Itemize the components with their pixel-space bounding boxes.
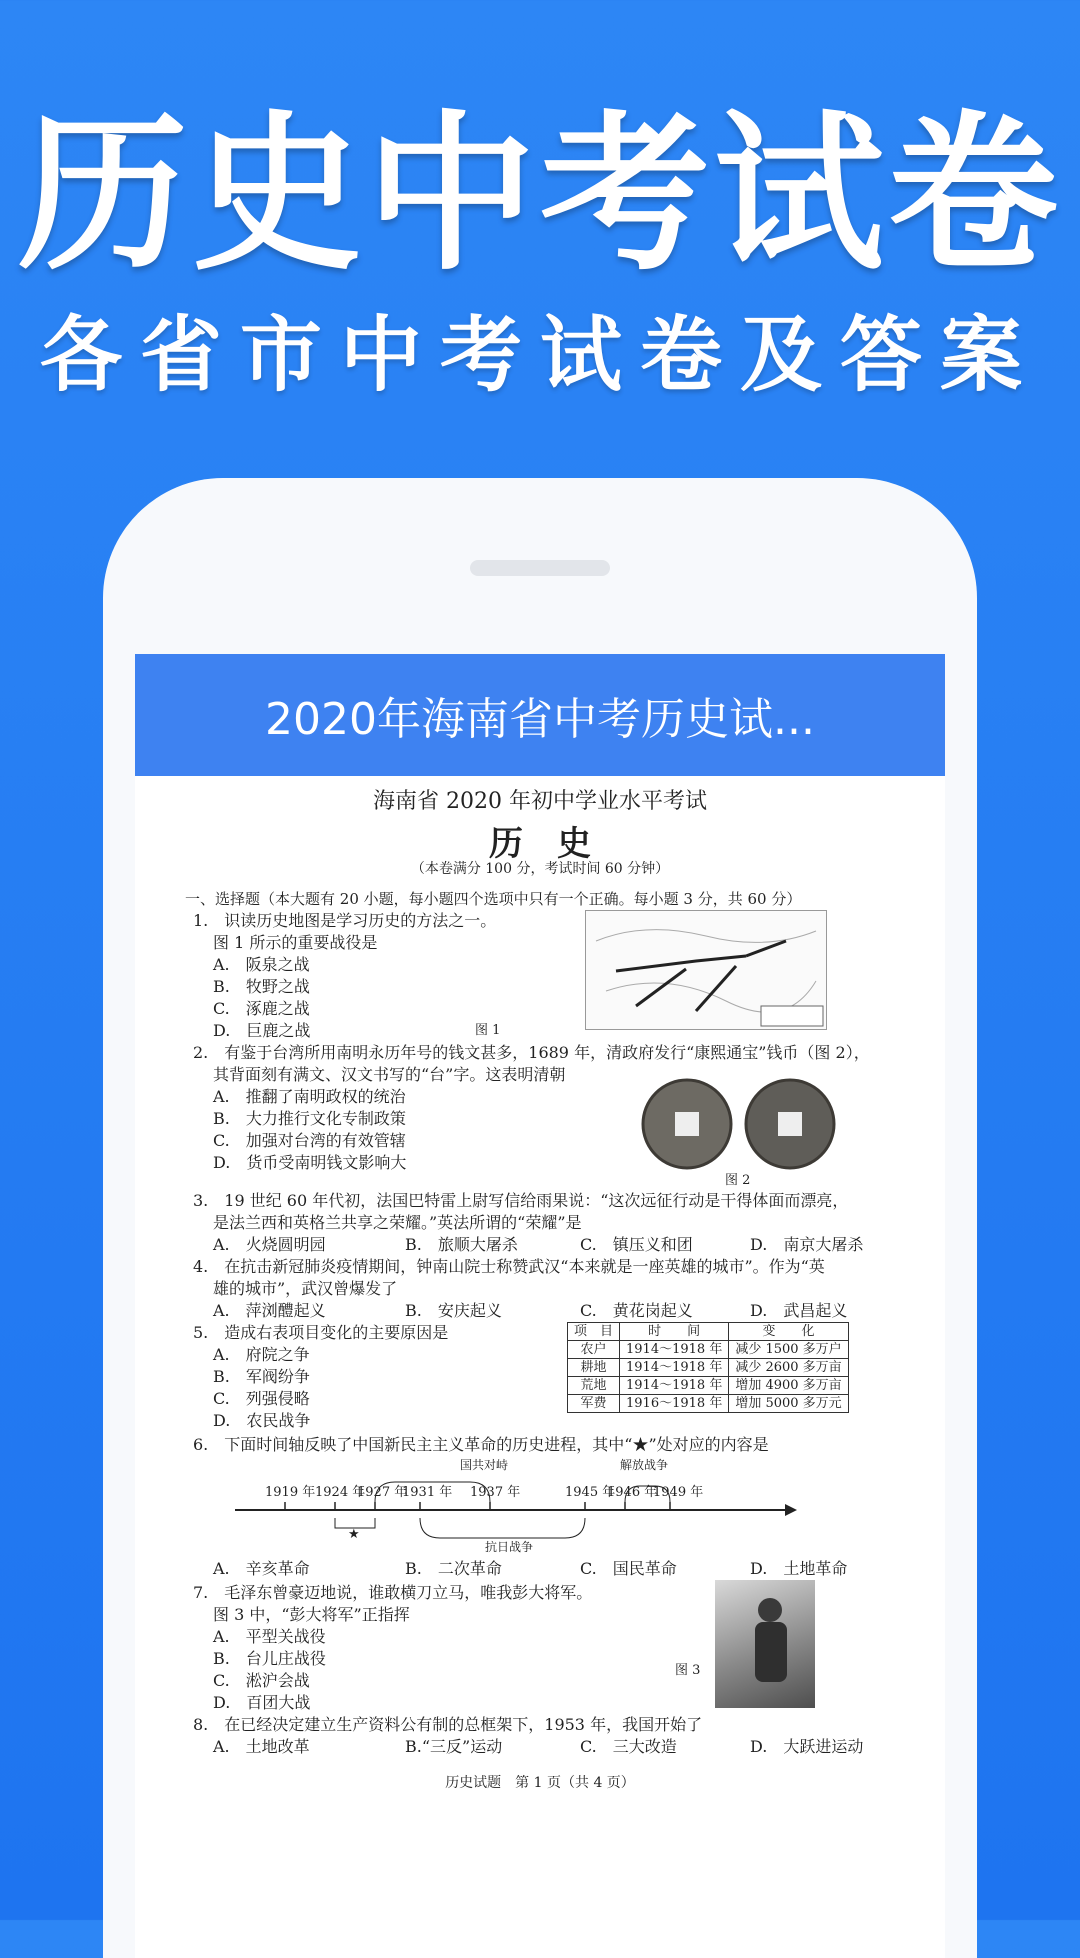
timeline-tick: 1937 年	[470, 1485, 521, 1500]
banner-title: 历史中考试卷	[17, 96, 1062, 294]
q3-option-d: D. 南京大屠杀	[750, 1235, 864, 1254]
q6-option-a: A. 辛亥革命	[213, 1559, 310, 1578]
figure-3-caption: 图 3	[675, 1663, 701, 1678]
q7-option-b: B. 台儿庄战役	[213, 1649, 326, 1668]
q1-option-b: B. 牧野之战	[213, 977, 310, 996]
q2-option-b: B. 大力推行文化专制政策	[213, 1109, 406, 1128]
q4-option-a: A. 萍浏醴起义	[213, 1301, 326, 1320]
q6-option-b: B. 二次革命	[405, 1559, 502, 1578]
q7-option-a: A. 平型关战役	[213, 1627, 326, 1646]
figure-2-caption: 图 2	[725, 1173, 751, 1188]
paper-heading: 海南省 2020 年初中学业水平考试	[373, 789, 707, 814]
q5-line1: 5. 造成右表项目变化的主要原因是	[193, 1323, 449, 1342]
q8-line1: 8. 在已经决定建立生产资料公有制的总框架下，1953 年，我国开始了	[193, 1715, 703, 1734]
table-row	[568, 1359, 849, 1377]
q5-table	[567, 1322, 849, 1413]
q8-option-b: B.“三反”运动	[405, 1737, 503, 1756]
timeline-label-top: 解放战争	[620, 1458, 669, 1472]
timeline-label-bottom: 抗日战争	[485, 1540, 534, 1554]
q4-line2: 雄的城市”，武汉曾爆发了	[213, 1279, 398, 1298]
q6-option-c: C. 国民革命	[580, 1559, 677, 1578]
document-title-bar[interactable]	[135, 654, 945, 776]
table-cell: 1914～1918 年	[620, 1359, 729, 1377]
table-cell: 军费	[568, 1395, 620, 1413]
timeline-tick: 1931 年	[402, 1485, 453, 1500]
timeline-graphic	[225, 1458, 845, 1558]
paper-note: （本卷满分 100 分，考试时间 60 分钟）	[410, 861, 670, 877]
table-cell: 1914～1918 年	[620, 1377, 729, 1395]
q3-option-c: C. 镇压义和团	[580, 1235, 693, 1254]
table-cell: 耕地	[568, 1359, 620, 1377]
q7-option-c: C. 淞沪会战	[213, 1671, 310, 1690]
timeline-label-top: 国共对峙	[460, 1458, 509, 1472]
q7-line1: 7. 毛泽东曾豪迈地说，谁敢横刀立马，唯我彭大将军。	[193, 1583, 593, 1602]
table-header: 时 间	[620, 1323, 729, 1341]
photo-illustration	[715, 1580, 815, 1708]
q4-option-c: C. 黄花岗起义	[580, 1301, 693, 1320]
q3-option-a: A. 火烧圆明园	[213, 1235, 326, 1254]
paper-subject: 历 史	[489, 824, 591, 864]
timeline-tick: 1949 年	[653, 1485, 704, 1500]
q7-line2: 图 3 中，“彭大将军”正指挥	[213, 1605, 410, 1624]
table-cell: 减少 2600 多万亩	[729, 1359, 848, 1377]
q5-option-c: C. 列强侵略	[213, 1389, 310, 1408]
q8-option-d: D. 大跃进运动	[750, 1737, 864, 1756]
q2-option-d: D. 货币受南明钱文影响大	[213, 1153, 407, 1172]
q1-line1: 1. 识读历史地图是学习历史的方法之一。	[193, 911, 497, 930]
table-row	[568, 1341, 849, 1359]
table-cell: 增加 4900 多万亩	[729, 1377, 848, 1395]
q4-line1: 4. 在抗击新冠肺炎疫情期间，钟南山院士称赞武汉“本来就是一座英雄的城市”。作为“英	[193, 1257, 825, 1276]
q1-option-a: A. 阪泉之战	[213, 955, 310, 974]
q4-option-d: D. 武昌起义	[750, 1301, 848, 1320]
table-header: 项 目	[568, 1323, 620, 1341]
q5-option-b: B. 军阀纷争	[213, 1367, 310, 1386]
q6-option-d: D. 土地革命	[750, 1559, 848, 1578]
figure-2-coins	[635, 1076, 855, 1176]
q7-option-d: D. 百团大战	[213, 1693, 311, 1712]
figure-3-photo	[715, 1580, 815, 1708]
q1-line2: 图 1 所示的重要战役是	[213, 933, 378, 952]
q1-option-c: C. 涿鹿之战	[213, 999, 310, 1018]
section-heading: 一、选择题（本大题有 20 小题，每小题四个选项中只有一个正确。每小题 3 分，共 60 分）	[185, 890, 802, 908]
q2-option-a: A. 推翻了南明政权的统治	[213, 1087, 406, 1106]
table-cell: 增加 5000 多万元	[729, 1395, 848, 1413]
q3-option-b: B. 旅顺大屠杀	[405, 1235, 518, 1254]
table-row	[568, 1377, 849, 1395]
map-illustration	[586, 911, 826, 1029]
figure-1-caption: 图 1	[475, 1023, 501, 1038]
q6-line1: 6. 下面时间轴反映了中国新民主主义革命的历史进程，其中“★”处对应的内容是	[193, 1435, 769, 1454]
table-cell: 1914～1918 年	[620, 1341, 729, 1359]
phone-frame	[103, 478, 977, 1958]
timeline-tick: 1927 年	[357, 1485, 408, 1500]
q1-option-d: D. 巨鹿之战	[213, 1021, 311, 1040]
figure-1-map	[585, 910, 827, 1030]
timeline-tick: 1945 年	[565, 1485, 616, 1500]
q2-line1: 2. 有鉴于台湾所用南明永历年号的钱文甚多，1689 年，清政府发行“康熙通宝”钱币（图 2），	[193, 1043, 870, 1062]
table-header: 变 化	[729, 1323, 848, 1341]
q3-line1: 3. 19 世纪 60 年代初，法国巴特雷上尉写信给雨果说：“这次远征行动是干得体面而漂亮，	[193, 1191, 849, 1210]
table-row	[568, 1395, 849, 1413]
timeline-tick: 1919 年	[265, 1485, 316, 1500]
document-title: 2020年海南省中考历史试...	[265, 694, 815, 745]
q8-option-c: C. 三大改造	[580, 1737, 677, 1756]
timeline-tick: 1924 年	[315, 1485, 366, 1500]
timeline-star: ★	[348, 1527, 360, 1542]
page-footer: 历史试题 第 1 页（共 4 页）	[445, 1775, 635, 1791]
phone-speaker	[470, 560, 610, 576]
q6-timeline	[225, 1458, 845, 1558]
table-cell: 1916～1918 年	[620, 1395, 729, 1413]
q8-option-a: A. 土地改革	[213, 1737, 310, 1756]
exam-paper-page[interactable]	[135, 776, 945, 1958]
q2-option-c: C. 加强对台湾的有效管辖	[213, 1131, 406, 1150]
table-cell: 减少 1500 多万户	[729, 1341, 848, 1359]
q2-line2: 其背面刻有满文、汉文书写的“台”字。这表明清朝	[213, 1065, 566, 1084]
q5-option-a: A. 府院之争	[213, 1345, 310, 1364]
q3-line2: 是法兰西和英格兰共享之荣耀。”英法所谓的“荣耀”是	[213, 1213, 582, 1232]
q5-option-d: D. 农民战争	[213, 1411, 311, 1430]
banner-subtitle: 各省市中考试卷及答案	[39, 308, 1040, 403]
table-header-row	[568, 1323, 849, 1341]
q4-option-b: B. 安庆起义	[405, 1301, 502, 1320]
timeline-tick: 1946 年	[607, 1485, 658, 1500]
table-cell: 农户	[568, 1341, 620, 1359]
table-cell: 荒地	[568, 1377, 620, 1395]
